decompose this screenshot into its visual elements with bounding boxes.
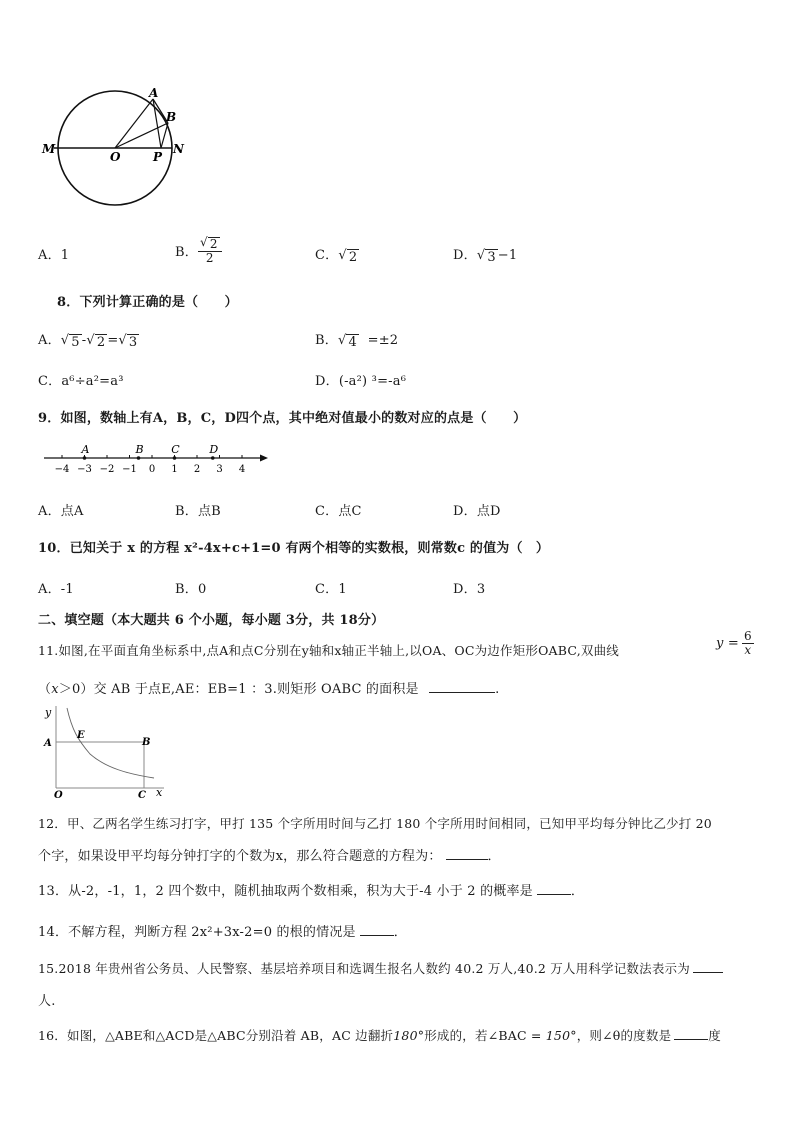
fig-label-a: A bbox=[44, 738, 52, 749]
q8-b-tail: =±2 bbox=[367, 333, 399, 348]
section-2-heading: 二、填空题（本大题共 6 个小题，每小题 3分，共 18分） bbox=[38, 613, 385, 628]
q13-end: ． bbox=[570, 884, 585, 899]
label-p: P bbox=[153, 150, 163, 164]
point-a bbox=[83, 456, 87, 460]
q8-a-r1: 5 bbox=[71, 335, 80, 350]
q15-line-1 bbox=[38, 959, 723, 977]
q11-x: x bbox=[51, 682, 59, 697]
q11-answer-blank[interactable] bbox=[429, 680, 495, 693]
q7-option-b-den: 2 bbox=[205, 251, 214, 266]
q12-line-1: 12．甲、乙两名学生练习打字，甲打 135 个字所用时间与乙打 180 个字所用时间相同，已知甲平均每分钟比乙少打 20 bbox=[38, 816, 712, 831]
q11-end: . bbox=[495, 682, 500, 697]
point-label-d: D bbox=[209, 443, 219, 456]
fig-label-c: C bbox=[138, 790, 146, 798]
label-b: B bbox=[166, 110, 177, 124]
fig-label-y: y bbox=[45, 706, 52, 719]
q11-fraction bbox=[742, 630, 754, 657]
q8-a-r2: 2 bbox=[96, 335, 106, 350]
q7-option-c-rad: 2 bbox=[348, 250, 358, 265]
q10-stem: 10．已知关于 x 的方程 x²-4x+c+1=0 有两个相等的实数根，则常数c 的值为（ ） bbox=[38, 541, 550, 556]
q16-text-1: 16．如图，△ABE和△ACD是△ABC分别沿着 AB，AC 边翻折 bbox=[38, 1028, 394, 1043]
label-o: O bbox=[110, 150, 121, 164]
q8-a-r3: 3 bbox=[128, 335, 138, 350]
q16-end: 度 bbox=[708, 1028, 721, 1043]
q14-end: ． bbox=[393, 925, 407, 940]
q10-option-a: A．-1 bbox=[38, 582, 74, 597]
point-c bbox=[173, 456, 177, 460]
point-label-a: A bbox=[81, 443, 90, 456]
q8-option-c: C．a⁶÷a²=a³ bbox=[38, 374, 124, 389]
q14-answer-blank[interactable] bbox=[360, 923, 394, 936]
point-b bbox=[137, 456, 141, 460]
q16 bbox=[38, 1026, 721, 1044]
q7-option-a: A．1 bbox=[38, 248, 70, 263]
q8-b-rad: 4 bbox=[348, 335, 357, 350]
q9-option-c: C．点C bbox=[315, 504, 362, 519]
q10-option-d: D．3 bbox=[453, 582, 486, 597]
q8-stem: 8．下列计算正确的是（ ） bbox=[57, 295, 238, 310]
label-n: N bbox=[173, 142, 184, 156]
q10-option-c: C．1 bbox=[315, 582, 347, 597]
q8-option-b: B． √ 4 =±2 bbox=[315, 333, 399, 350]
q9-stem: 9．如图，数轴上有A，B，C，D四个点，其中绝对值最小的数对应的点是（ ） bbox=[38, 411, 527, 426]
q16-answer-blank[interactable] bbox=[674, 1027, 708, 1040]
q15-line-2: 人. bbox=[38, 994, 56, 1009]
segment-oa bbox=[115, 99, 153, 148]
fig-label-o: O bbox=[54, 790, 63, 798]
q15-answer-blank[interactable] bbox=[693, 960, 723, 973]
fig-label-e: E bbox=[77, 730, 85, 741]
fig-label-b: B bbox=[142, 737, 151, 748]
q7-option-d-prefix: D． bbox=[453, 248, 477, 263]
label-a: A bbox=[149, 86, 159, 100]
q8-option-d: D．(-a²) ³=-a⁶ bbox=[315, 374, 407, 389]
q13 bbox=[38, 880, 584, 899]
q9-option-d: D．点D bbox=[453, 504, 501, 519]
q11-frac-num: 6 bbox=[743, 629, 752, 643]
q16-deg-1: 180° bbox=[393, 1028, 425, 1043]
tick-label: 1 bbox=[171, 464, 178, 475]
q8-a-prefix: A． bbox=[38, 333, 61, 348]
q7-option-b bbox=[175, 236, 222, 265]
tick-label: 2 bbox=[193, 464, 201, 475]
tick-label: −1 bbox=[122, 464, 137, 475]
q13-answer-blank[interactable] bbox=[537, 882, 571, 895]
tick-label: 4 bbox=[238, 464, 246, 475]
q16-text-3: ，则∠θ的度数是 bbox=[576, 1028, 672, 1043]
q9-option-a: A．点A bbox=[38, 504, 84, 519]
tick-label: 3 bbox=[216, 464, 223, 475]
q7-option-c: C． √ 2 bbox=[315, 248, 358, 265]
point-d bbox=[211, 456, 215, 460]
q12-end: ． bbox=[487, 849, 501, 864]
rectangle-oabc bbox=[56, 742, 144, 788]
label-m: M bbox=[42, 142, 56, 156]
q11-function bbox=[716, 630, 754, 657]
q12-line-2 bbox=[38, 845, 501, 864]
q8-b-prefix: B． bbox=[315, 333, 338, 348]
q8-a-eq: = bbox=[107, 333, 119, 348]
q11-line-1: 11.如图,在平面直角坐标系中,点A和点C分别在y轴和x轴正半轴上,以OA、OC为边作矩形OABC,双曲线 bbox=[38, 643, 619, 658]
q7-circle-figure bbox=[40, 85, 200, 210]
tick-label: −3 bbox=[77, 464, 92, 475]
point-label-c: C bbox=[171, 443, 180, 456]
q11-paren: （ bbox=[38, 682, 52, 697]
q14-text: 14．不解方程，判断方程 2x²+3x-2=0 的根的情况是 bbox=[38, 925, 356, 940]
q12-line-2-text: 个字，如果设甲平均每分钟打字的个数为x，那么符合题意的方程为： bbox=[38, 849, 442, 864]
q7-option-c-prefix: C． bbox=[315, 248, 339, 263]
q11-frac-den: x bbox=[744, 643, 752, 658]
q9-number-line bbox=[40, 440, 272, 480]
q11-line-2-text: ＞0）交 AB 于点E,AE：EB=1 ：3.则矩形 OABC 的面积是 bbox=[58, 682, 419, 697]
point-label-b: B bbox=[135, 443, 144, 456]
q7-option-b-prefix: B． bbox=[175, 245, 198, 261]
q7-option-b-fraction: √ 2 2 bbox=[198, 236, 222, 265]
q14 bbox=[38, 921, 407, 940]
q7-option-d-tail: −1 bbox=[497, 248, 518, 263]
q16-deg-2: 150° bbox=[545, 1028, 577, 1043]
q12-answer-blank[interactable] bbox=[446, 847, 488, 860]
tick-label: −4 bbox=[54, 464, 70, 475]
q11-y-eq: y = bbox=[716, 636, 739, 652]
hyperbola-curve bbox=[67, 708, 154, 778]
q16-text-2: 形成的，若∠BAC = bbox=[424, 1028, 546, 1043]
q7-option-b-num: 2 bbox=[209, 237, 218, 251]
tick-label: −2 bbox=[99, 464, 115, 475]
fig-label-x: x bbox=[156, 786, 163, 798]
axis-arrow bbox=[260, 455, 268, 462]
q15-line-1-text: 15.2018 年贵州省公务员、人民警察、基层培养项目和选调生报名人数约 40.2 万人,40.2 万人用科学记数法表示为 bbox=[38, 961, 690, 976]
segment-bp bbox=[161, 123, 168, 148]
q11-figure bbox=[40, 702, 170, 798]
q11-line-2 bbox=[38, 678, 499, 697]
q13-text: 13．从-2，-1，1，2 四个数中，随机抽取两个数相乘，积为大于-4 小于 2 的概率是 bbox=[38, 884, 533, 899]
q10-option-b: B．0 bbox=[175, 582, 207, 597]
q7-option-d: D． √ 3 −1 bbox=[453, 248, 518, 265]
q8-option-a: A． √ 5 - √ 2 = √ 3 bbox=[38, 333, 138, 350]
q7-option-d-rad: 3 bbox=[487, 250, 496, 265]
q8-a-minus: - bbox=[81, 333, 87, 348]
q9-option-b: B．点B bbox=[175, 504, 221, 519]
tick-label: 0 bbox=[148, 464, 156, 475]
